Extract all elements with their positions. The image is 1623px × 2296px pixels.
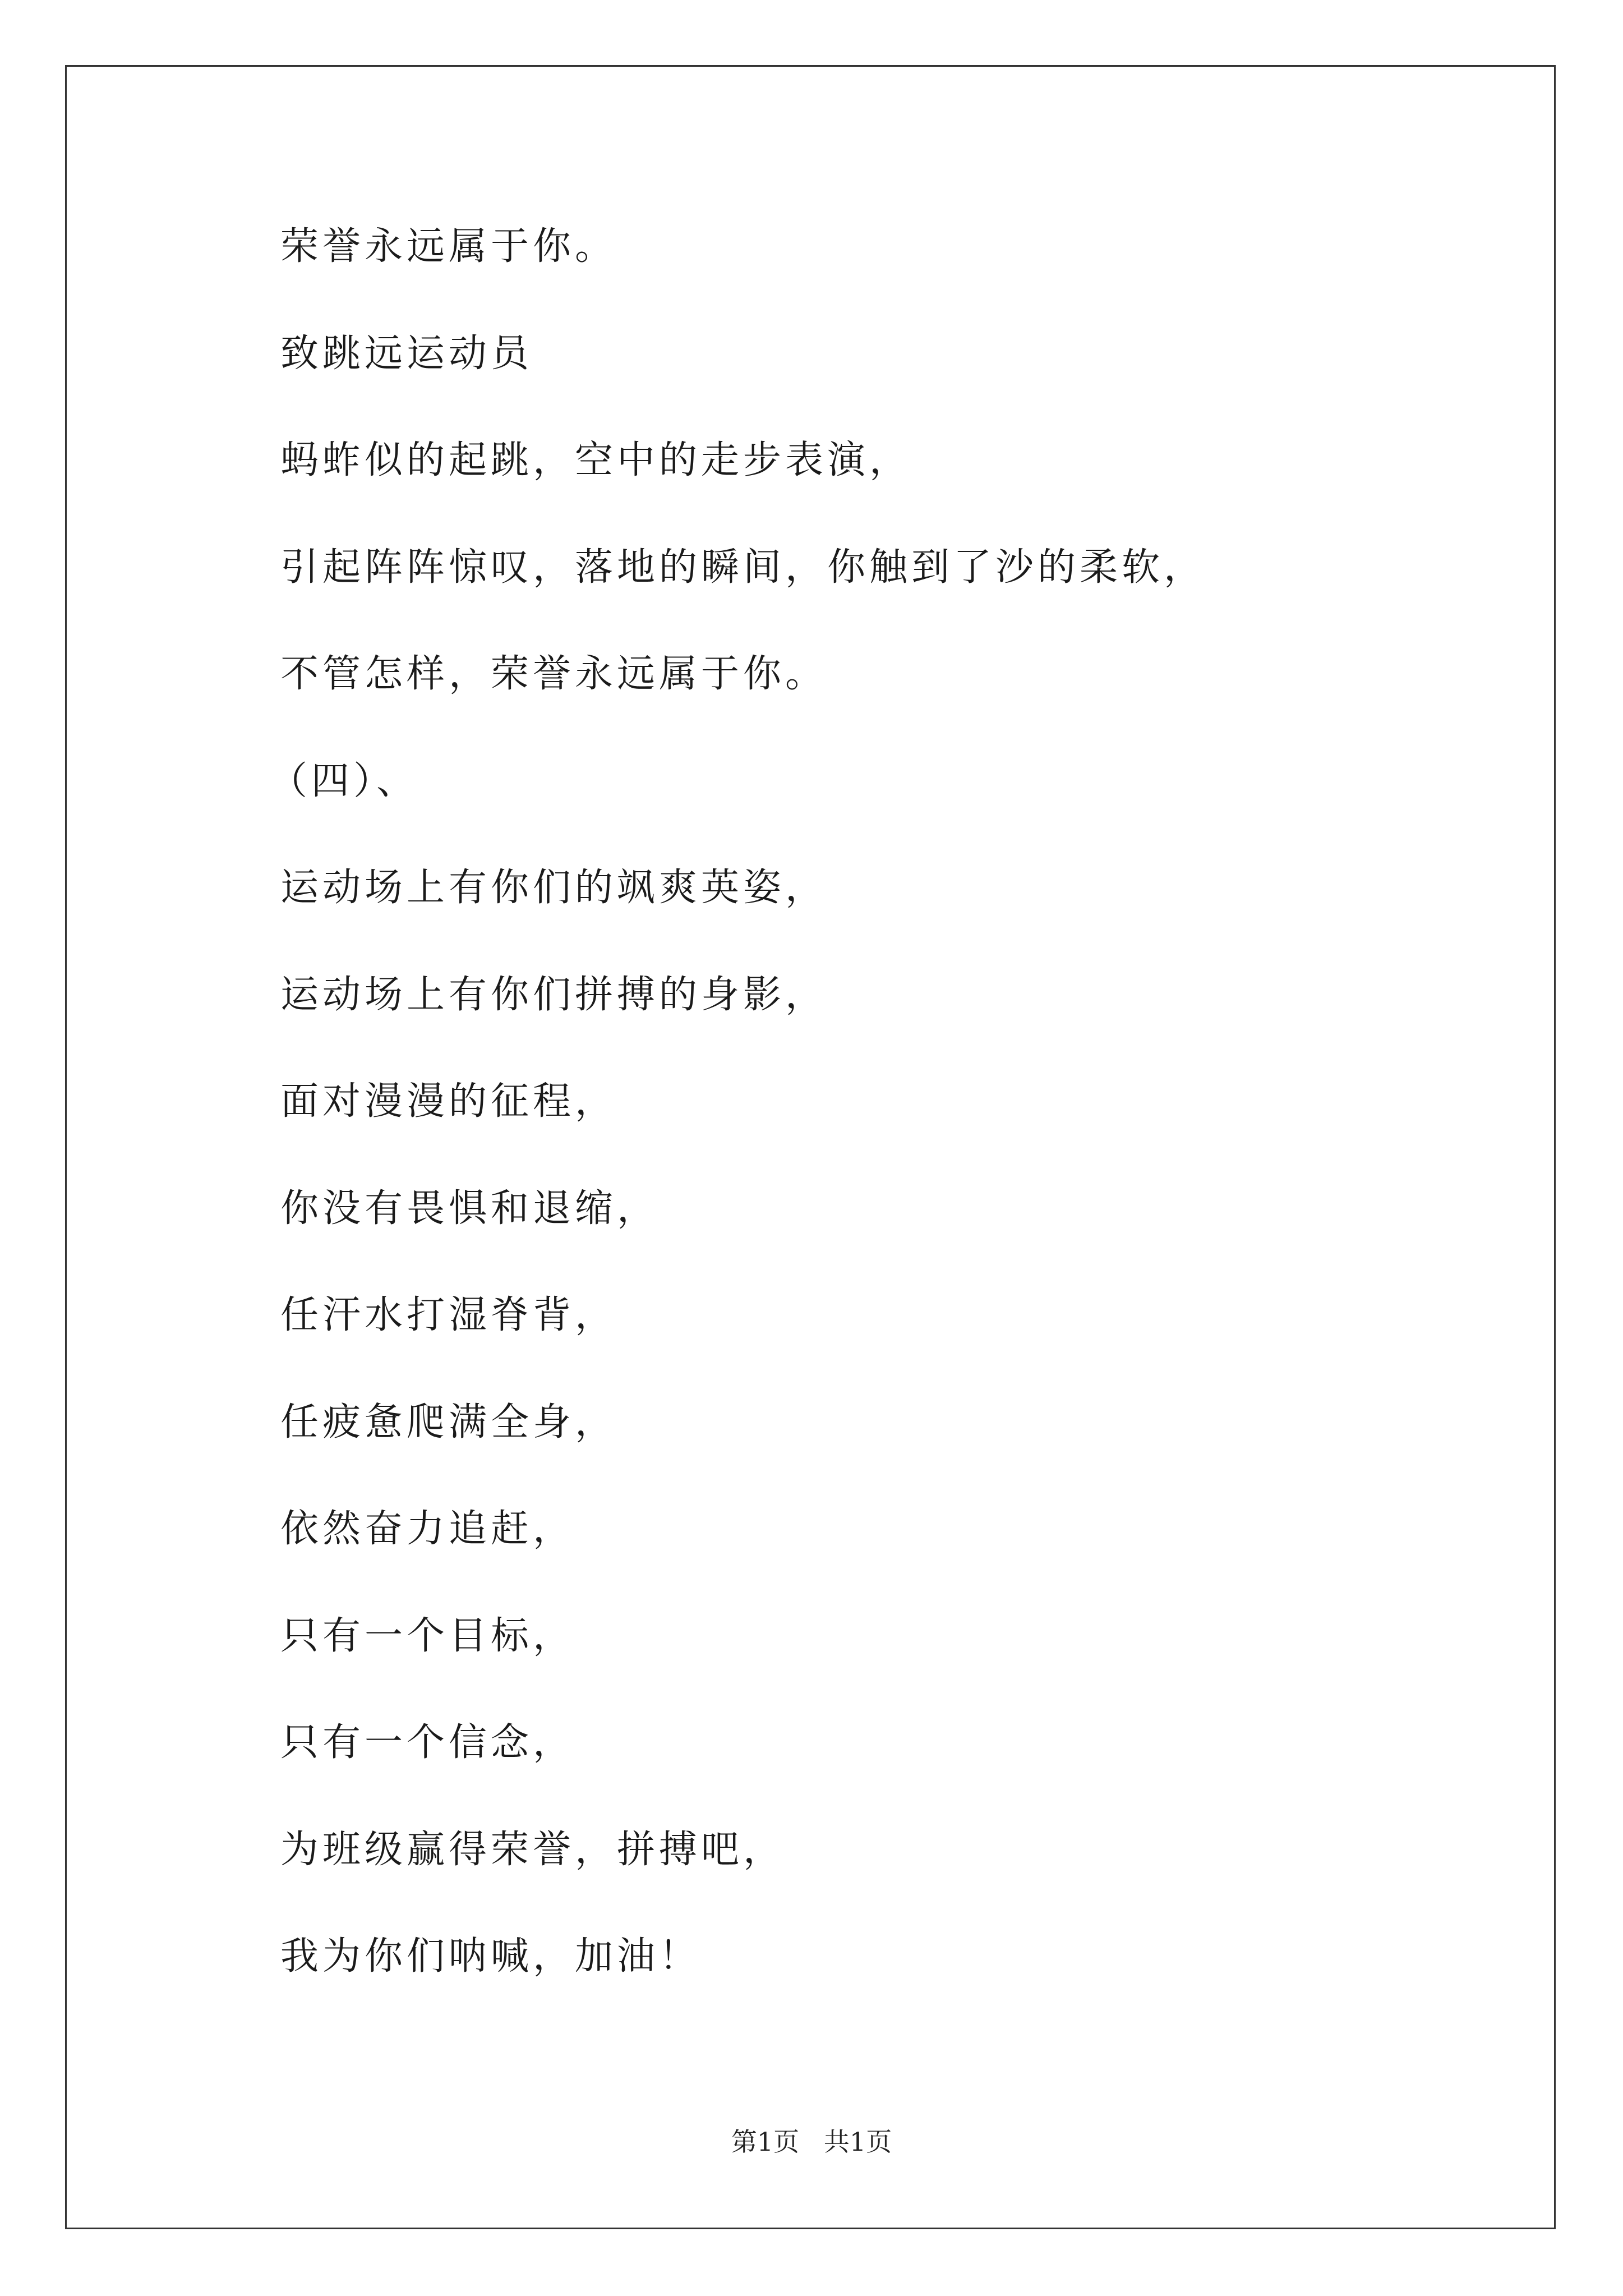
text-line: 面对漫漫的征程，	[280, 1079, 617, 1124]
page-footer: 第1页 共1页	[731, 2127, 892, 2157]
document-body	[269, 224, 1486, 2041]
text-line: 依然奋力追赶，	[280, 1507, 575, 1551]
text-line: 不管怎样，荣誉永远属于你。	[280, 652, 828, 696]
section-number: （四）、	[269, 758, 419, 803]
text-line: 为班级赢得荣誉，拼搏吧，	[280, 1827, 786, 1872]
text-line: 荣誉永远属于你。	[280, 224, 617, 269]
text-line: 任疲惫爬满全身，	[280, 1400, 617, 1444]
text-line: 我为你们呐喊，加油！	[280, 1934, 702, 1978]
text-line: 引起阵阵惊叹，落地的瞬间，你触到了沙的柔软，	[280, 545, 1206, 590]
text-line: 你没有畏惧和退缩，	[280, 1186, 660, 1231]
text-line: 蚂蚱似的起跳，空中的走步表演，	[280, 438, 912, 482]
text-line: 运动场上有你们拼搏的身影，	[280, 972, 828, 1017]
text-line: 只有一个信念，	[280, 1720, 575, 1765]
text-line: 运动场上有你们的飒爽英姿，	[280, 866, 828, 910]
text-line: 任汗水打湿脊背，	[280, 1293, 617, 1337]
section-heading: 致跳远运动员	[280, 331, 533, 376]
text-line: 只有一个目标，	[280, 1613, 575, 1658]
